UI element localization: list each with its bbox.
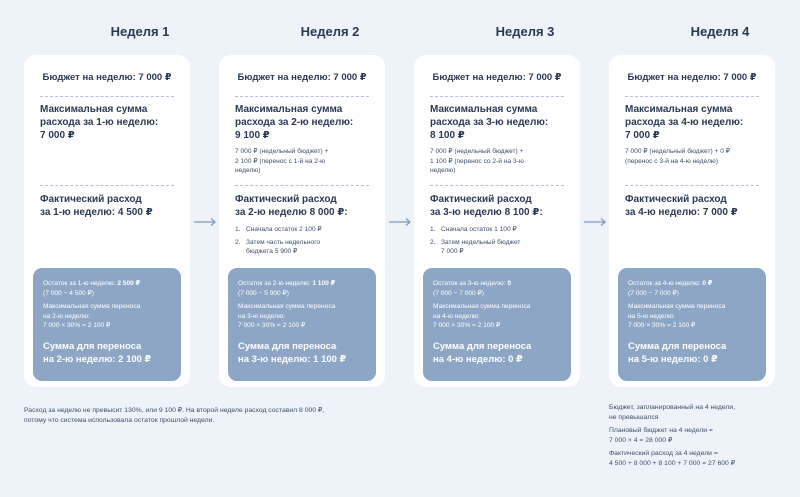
max-spend-note-line: 7 000 ₽ (недельный бюджет) + 0 ₽	[625, 148, 730, 155]
spend-step	[430, 238, 572, 257]
max-transfer-line: на 3-ю неделю:	[238, 312, 285, 320]
arrow-right-icon	[583, 214, 607, 224]
remainder-value: 0	[507, 280, 511, 287]
week-card	[219, 55, 385, 387]
step-number: 1.	[235, 226, 241, 233]
max-spend-note-line: неделю)	[235, 167, 261, 174]
actual-spend-line: за 3-ю неделю 8 100 ₽:	[430, 207, 543, 218]
arrow-right-icon	[388, 214, 412, 224]
actual-spend-line: Фактический расход	[235, 194, 337, 205]
max-spend-line: расхода за 4-ю неделю:	[625, 117, 744, 128]
max-transfer-line: 7 000 × 30% = 2 100 ₽	[433, 322, 501, 329]
divider	[40, 96, 174, 97]
remainder-calc: (7 000 − 7 000 ₽)	[433, 289, 484, 297]
transfer-amount	[43, 340, 172, 366]
week-title: Неделя 2	[300, 24, 360, 39]
remainder-calc: (7 000 − 7 000 ₽)	[628, 289, 679, 297]
transfer-amount-line: Сумма для переноса	[433, 340, 532, 352]
footnote-right-line: 4 500 + 8 000 + 8 100 + 7 000 = 27 600 ₽	[609, 459, 736, 467]
footnote-paragraph	[609, 449, 789, 468]
max-transfer-line: Максимальная сумма переноса	[238, 303, 336, 310]
max-spend-line: 8 100 ₽	[430, 130, 465, 141]
actual-spend-title	[625, 193, 767, 219]
max-spend-note-line: 7 000 ₽ (недельный бюджет) +	[430, 148, 524, 155]
max-transfer-line: 7 000 × 30% = 2 100 ₽	[238, 322, 306, 329]
transfer-amount-line: на 2-ю неделю: 2 100 ₽	[43, 353, 152, 365]
transfer-amount-line: Сумма для переноса	[628, 340, 727, 352]
weekly-budget: Бюджет на неделю: 7 000 ₽	[237, 72, 367, 83]
max-spend-line: расхода за 3-ю неделю:	[430, 117, 549, 128]
divider	[235, 185, 369, 186]
step-number: 2.	[235, 238, 241, 246]
footnote-right	[609, 403, 789, 472]
footnote-left-line: Расход за неделю не превысит 130%, или 9 100 ₽. На второй неделе расход составил 8 000 ₽,	[24, 407, 325, 414]
weekly-budget: Бюджет на неделю: 7 000 ₽	[42, 72, 172, 83]
divider	[430, 96, 564, 97]
footnote-paragraph	[609, 403, 789, 422]
weekly-budget: Бюджет на неделю: 7 000 ₽	[432, 72, 562, 83]
remainder-label: Остаток за 4-ю неделю:	[628, 280, 703, 287]
step-text: 7 000 ₽	[441, 248, 464, 255]
step-text: Сначала остаток 1 100 ₽	[441, 226, 517, 233]
week-card	[414, 55, 580, 387]
footnote-right-line: Бюджет, запланированный на 4 недели,	[609, 404, 736, 411]
footnote-right-line: 7 000 × 4 = 28 000 ₽	[609, 436, 673, 444]
remainder-calc: (7 000 − 5 900 ₽)	[238, 289, 289, 297]
max-spend-note	[430, 147, 572, 176]
actual-spend-line: Фактический расход	[625, 194, 727, 205]
max-transfer-line: Максимальная сумма переноса	[628, 303, 726, 310]
step-text: бюджета 5 900 ₽	[246, 248, 298, 255]
actual-spend-line: Фактический расход	[40, 194, 142, 205]
max-spend-line: Максимальная сумма	[235, 104, 343, 115]
transfer-panel	[618, 268, 766, 381]
footnote-right-line: Плановый бюджет на 4 недели =	[609, 427, 713, 434]
week-title: Неделя 3	[495, 24, 555, 39]
actual-spend-title	[235, 193, 377, 219]
remainder	[43, 279, 172, 289]
max-transfer-line: на 4-ю неделю:	[433, 312, 480, 320]
max-transfer-line: на 5-ю неделю:	[628, 312, 675, 320]
max-spend-line: Максимальная сумма	[430, 104, 538, 115]
max-transfer-line: 7 000 × 30% = 2 100 ₽	[43, 322, 111, 329]
max-spend-note-line: неделю)	[430, 167, 456, 174]
max-spend-line: расхода за 1-ю неделю:	[40, 117, 159, 128]
divider	[625, 185, 759, 186]
transfer-amount	[238, 340, 367, 366]
step-text: Затем часть недельного	[246, 238, 321, 246]
week-title: Неделя 1	[110, 24, 170, 39]
remainder-value: 0 ₽	[702, 280, 713, 287]
max-spend-line: расхода за 2-ю неделю:	[235, 117, 354, 128]
footnote-left	[24, 406, 394, 425]
footnote-right-line: Фактический расход за 4 недели =	[609, 450, 718, 457]
divider	[430, 185, 564, 186]
remainder-label: Остаток за 2-ю неделю:	[238, 280, 313, 287]
actual-spend-line: за 2-ю неделю 8 000 ₽:	[235, 207, 348, 218]
transfer-amount	[628, 340, 757, 366]
transfer-amount-line: на 4-ю неделю: 0 ₽	[433, 353, 523, 365]
max-spend-line: 7 000 ₽	[40, 130, 75, 141]
transfer-amount-line: Сумма для переноса	[43, 340, 142, 352]
footnote-paragraph	[609, 426, 789, 445]
divider	[625, 96, 759, 97]
divider	[40, 185, 174, 186]
transfer-panel	[228, 268, 376, 381]
actual-spend-line: за 1-ю неделю: 4 500 ₽	[40, 207, 153, 218]
max-spend-title	[40, 103, 182, 142]
max-spend-note-line: 1 100 ₽ (перенос со 2-й на 3-ю	[430, 157, 524, 165]
max-spend-line: Максимальная сумма	[625, 104, 733, 115]
remainder-value: 2 500 ₽	[117, 280, 141, 287]
actual-spend-title	[430, 193, 572, 219]
footnote-right-line: не превышался	[609, 413, 659, 421]
max-spend-title	[430, 103, 572, 142]
remainder	[628, 279, 757, 289]
remainder-value: 1 100 ₽	[312, 280, 336, 287]
max-transfer-line: Максимальная сумма переноса	[43, 303, 141, 310]
max-spend-line: Максимальная сумма	[40, 104, 148, 115]
max-spend-title	[625, 103, 767, 142]
spend-steps	[235, 225, 377, 260]
step-number: 2.	[430, 238, 436, 246]
spend-step	[235, 225, 377, 235]
week-title: Неделя 4	[690, 24, 750, 39]
max-spend-title	[235, 103, 377, 142]
max-spend-line: 7 000 ₽	[625, 130, 660, 141]
remainder	[238, 279, 367, 289]
actual-spend-line: за 4-ю неделю: 7 000 ₽	[625, 207, 738, 218]
max-spend-line: 9 100 ₽	[235, 130, 270, 141]
weekly-budget: Бюджет на неделю: 7 000 ₽	[627, 72, 757, 83]
transfer-amount	[433, 340, 562, 366]
remainder-calc: (7 000 − 4 500 ₽)	[43, 289, 94, 297]
remainder	[433, 279, 562, 289]
arrow-right-icon	[193, 214, 217, 224]
max-spend-note-line: 2 100 ₽ (перенос с 1-й на 2-ю	[235, 157, 326, 165]
max-transfer-line: на 2-ю неделю:	[43, 312, 90, 320]
transfer-amount-line: на 3-ю неделю: 1 100 ₽	[238, 353, 347, 365]
max-spend-note	[625, 147, 767, 166]
remainder-label: Остаток за 1-ю неделю:	[43, 280, 118, 287]
spend-step	[430, 225, 572, 235]
remainder-label: Остаток за 3-ю неделю:	[433, 280, 508, 287]
week-card	[609, 55, 775, 387]
actual-spend-title	[40, 193, 182, 219]
max-transfer-line: 7 000 × 30% = 2 100 ₽	[628, 322, 696, 329]
transfer-amount-line: на 5-ю неделю: 0 ₽	[628, 353, 718, 365]
max-transfer-line: Максимальная сумма переноса	[433, 303, 531, 310]
divider	[235, 96, 369, 97]
step-number: 1.	[430, 226, 436, 233]
step-text: Сначала остаток 2 100 ₽	[246, 226, 322, 233]
footnote-left-line: потому что система использовала остаток прошлой недели.	[24, 416, 215, 424]
max-spend-note-line: (перенос с 3-й на 4-ю неделю)	[625, 157, 718, 165]
transfer-amount-line: Сумма для переноса	[238, 340, 337, 352]
transfer-panel	[423, 268, 571, 381]
transfer-panel	[33, 268, 181, 381]
spend-step	[235, 238, 377, 257]
step-text: Затем недельный бюджет	[441, 238, 521, 246]
max-spend-note	[235, 147, 377, 176]
week-card	[24, 55, 190, 387]
spend-steps	[430, 225, 572, 260]
actual-spend-line: Фактический расход	[430, 194, 532, 205]
max-spend-note-line: 7 000 ₽ (недельный бюджет) +	[235, 148, 329, 155]
